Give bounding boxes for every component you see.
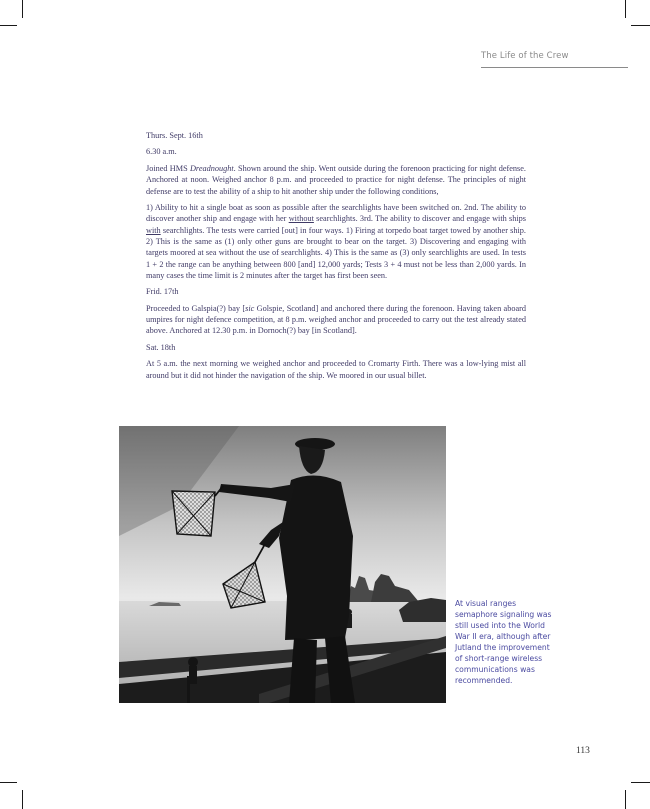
text-run: . Shown around the ship. Went outside during the forenoon practicing for night defense. Anchored at noon. Weighed anchor 8 p.m. and proceeded to practice for night defense. The principles of night defense are to test the ability of a ship to hit another ship under the following conditions, (146, 163, 526, 196)
underlined-word: without (288, 214, 314, 224)
crop-mark (22, 0, 23, 18)
crop-mark (631, 25, 650, 26)
crop-mark (22, 790, 23, 809)
entry-date: Sat. 18th (146, 342, 176, 352)
paragraph (146, 163, 526, 197)
text-run: searchlights. The tests were carried [out] in four ways. 1) Firing at torpedo boat target towed by another ship. 2) This is the same as (1) only other guns are brought to bear on the target. 3) Discovering and engaging with targets moored at sea without the use of searchlights. 4) This is the same as (3) only searchlights are used. In tests 1 + 2 the range can be anything between 800 [and] 12,000 yards; Tests 3 + 4 must not be less than 2,000 yards. In many cases the time limit is 2 minutes after the target has first been seen. (146, 225, 526, 280)
crop-mark (631, 782, 650, 783)
entry-time: 6.30 a.m. (146, 147, 177, 157)
crop-mark (625, 0, 626, 18)
crop-mark (0, 25, 17, 26)
text-run: Golspie, Scotland] and anchored there during the forenoon. Having taken aboard umpires for night defence competition, at 8 p.m. weighed anchor and proceeded to carry out the test already stated above. Anchored at 12.30 p.m. in Dornoch(?) bay [in Scotland]. (146, 303, 526, 336)
diary-text (146, 130, 526, 386)
ship-name: Dreadnought (189, 163, 234, 173)
crop-mark (625, 790, 626, 809)
paragraph (146, 202, 526, 281)
sic-note: sic (245, 303, 255, 313)
text-run: searchlights. 3rd. The ability to discover and engage with ships (313, 214, 526, 224)
photo-caption: At visual ranges semaphore signaling was still used into the World War II era, although after Jutland the improvement of short-range wireless communications was recommended. (455, 599, 552, 685)
crop-mark (0, 782, 17, 783)
entry-date: Frid. 17th (146, 287, 179, 297)
paragraph (146, 303, 526, 337)
running-head: The Life of the Crew (481, 51, 569, 61)
text-run: 1) Ability to hit a single boat as soon as possible after the searchlights have been switched on. 2nd. The ability to discover another ship and engage with her (146, 203, 526, 224)
entry-date: Thurs. Sept. 16th (146, 131, 203, 140)
text-run: Proceeded to Galspia(?) bay [ (146, 303, 246, 313)
running-head-rule (481, 67, 628, 68)
paragraph: At 5 a.m. the next morning we weighed anchor and proceeded to Cromarty Firth. There was a low-lying mist all around but it did not hinder the navigation of the ship. We moored in our usual billet. (146, 359, 526, 380)
text-run: Joined HMS (146, 163, 190, 173)
semaphore-photo (119, 426, 446, 703)
underlined-word: with (146, 225, 161, 235)
page-number: 113 (576, 746, 590, 756)
